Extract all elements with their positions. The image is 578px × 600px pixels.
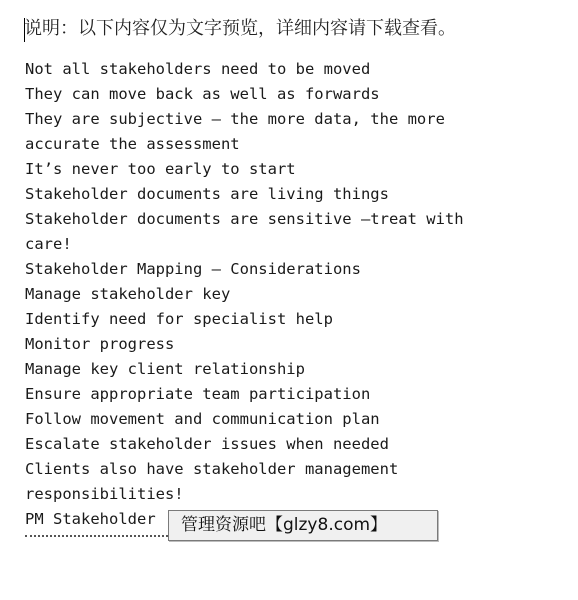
text-line: Escalate stakeholder issues when needed: [25, 435, 389, 453]
text-line: Identify need for specialist help: [25, 310, 333, 328]
dotted-leader: [25, 535, 176, 537]
text-line: Manage stakeholder key: [25, 285, 231, 303]
text-line: They are subjective – the more data, the more: [25, 110, 445, 128]
text-line: Stakeholder Mapping – Considerations: [25, 260, 361, 278]
text-line: They can move back as well as forwards: [25, 85, 380, 103]
document-body: [25, 57, 565, 532]
text-line: Follow movement and communication plan: [25, 410, 380, 428]
text-line: Monitor progress: [25, 335, 175, 353]
text-line: PM Stakeholder: [25, 510, 156, 528]
text-line: responsibilities!: [25, 485, 184, 503]
text-line: Not all stakeholders need to be moved: [25, 60, 371, 78]
text-line: Manage key client relationship: [25, 360, 305, 378]
text-line: It’s never too early to start: [25, 160, 296, 178]
preview-notice: 说明：以下内容仅为文字预览，详细内容请下载查看。: [24, 18, 456, 39]
text-line: accurate the assessment: [25, 135, 240, 153]
text-line: Ensure appropriate team participation: [25, 385, 371, 403]
text-line: Clients also have stakeholder management: [25, 460, 399, 478]
text-line: care!: [25, 235, 72, 253]
watermark-label: 管理资源吧【glzy8.com】: [168, 510, 438, 541]
text-line: Stakeholder documents are sensitive –treat with: [25, 210, 464, 228]
text-line: Stakeholder documents are living things: [25, 185, 389, 203]
